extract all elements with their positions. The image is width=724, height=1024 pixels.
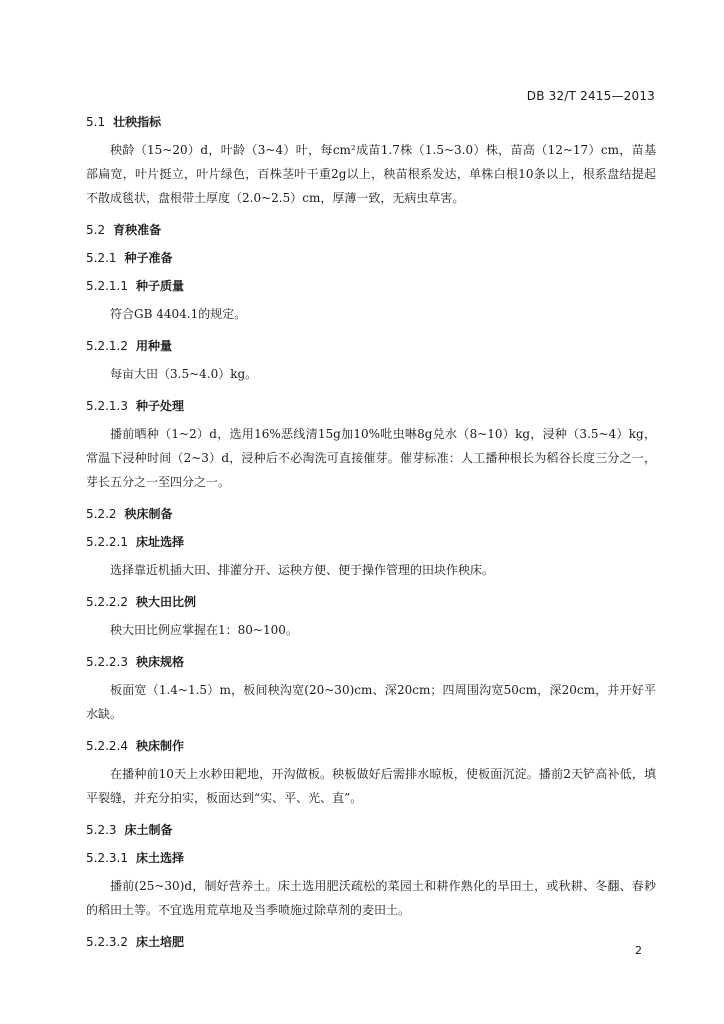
section-number: 5.2 xyxy=(86,223,106,237)
section-heading xyxy=(86,114,656,130)
paragraph: 在播种前10天上水耖田耙地，开沟做板。秧板做好后需排水晾板，使板面沉淀。播前2天铲高补低，填平裂缝，并充分拍实，板面达到“实、平、光、直”。 xyxy=(86,767,656,805)
section-number: 5.2.2.2 xyxy=(86,595,128,609)
section-heading xyxy=(86,398,656,414)
section-title: 床土制备 xyxy=(124,823,173,837)
section-number: 5.2.1.2 xyxy=(86,339,128,353)
standard-code: DB 32/T 2415—2013 xyxy=(526,89,655,103)
paragraph: 符合GB 4404.1的规定。 xyxy=(110,307,247,321)
paragraph: 板面宽（1.4~1.5）m，板间秧沟宽(20~30)cm、深20cm；四周围沟宽50cm，深20cm，并开好平水缺。 xyxy=(86,683,656,721)
paragraph: 播前(25~30)d，制好营养土。床土选用肥沃疏松的菜园土和耕作熟化的旱田土，或秋耕、冬翻、春耖的稻田土等。不宜选用荒草地及当季喷施过除草剂的麦田土。 xyxy=(86,879,656,917)
section-title: 种子处理 xyxy=(135,399,184,413)
paragraph: 秧龄（15~20）d，叶龄（3~4）叶，每cm²成苗1.7株（1.5~3.0）株，苗高（12~17）cm，苗基部扁宽，叶片挺立，叶片绿色，百株茎叶干重2g以上，秧苗根系发达，单株白根10条以上，根系盘结提起不散成毯状，盘根带土厚度（2.0~2.5）cm，厚薄一致，无病虫草害。 xyxy=(86,143,656,205)
section-heading xyxy=(86,534,656,550)
section-heading xyxy=(86,278,656,294)
section-title: 用种量 xyxy=(135,339,172,353)
section-title: 秧大田比例 xyxy=(135,595,196,609)
section-number: 5.2.3.1 xyxy=(86,851,128,865)
paragraph: 选择靠近机插大田、排灌分开、运秧方便、便于操作管理的田块作秧床。 xyxy=(110,563,495,577)
section-number: 5.2.1 xyxy=(86,251,117,265)
section-heading xyxy=(86,222,656,238)
section-number: 5.1 xyxy=(86,115,106,129)
section-title: 秧床制备 xyxy=(124,507,173,521)
section-heading xyxy=(86,850,656,866)
section-title: 秧床规格 xyxy=(135,655,184,669)
paragraph: 每亩大田（3.5~4.0）kg。 xyxy=(110,367,258,381)
section-heading xyxy=(86,338,656,354)
section-number: 5.2.2.4 xyxy=(86,739,128,753)
section-title: 种子质量 xyxy=(135,279,184,293)
section-title: 床址选择 xyxy=(135,535,184,549)
section-number: 5.2.2 xyxy=(86,507,117,521)
section-heading xyxy=(86,594,656,610)
section-title: 床土培肥 xyxy=(135,935,184,949)
section-title: 床土选择 xyxy=(135,851,184,865)
page-number: 2 xyxy=(635,944,642,957)
section-number: 5.2.3 xyxy=(86,823,117,837)
section-number: 5.2.1.3 xyxy=(86,399,128,413)
section-number: 5.2.3.2 xyxy=(86,935,128,949)
section-title: 育秧准备 xyxy=(113,223,162,237)
section-heading xyxy=(86,250,656,266)
section-number: 5.2.1.1 xyxy=(86,279,128,293)
section-heading xyxy=(86,654,656,670)
paragraph: 秧大田比例应掌握在1：80~100。 xyxy=(110,623,298,637)
section-title: 种子准备 xyxy=(124,251,173,265)
section-number: 5.2.2.3 xyxy=(86,655,128,669)
section-heading xyxy=(86,822,656,838)
section-title: 壮秧指标 xyxy=(113,115,162,129)
section-number: 5.2.2.1 xyxy=(86,535,128,549)
paragraph: 播前晒种（1~2）d，选用16%恶线清15g加10%吡虫啉8g兑水（8~10）kg，浸种（3.5~4）kg，常温下浸种时间（2~3）d，浸种后不必淘洗可直接催芽。催芽标准：人工播种根长为稻谷长度三分之一，芽长五分之一至四分之一。 xyxy=(86,427,656,489)
section-heading xyxy=(86,506,656,522)
section-heading xyxy=(86,934,656,950)
section-heading xyxy=(86,738,656,754)
section-title: 秧床制作 xyxy=(135,739,184,753)
document-body xyxy=(86,114,656,950)
